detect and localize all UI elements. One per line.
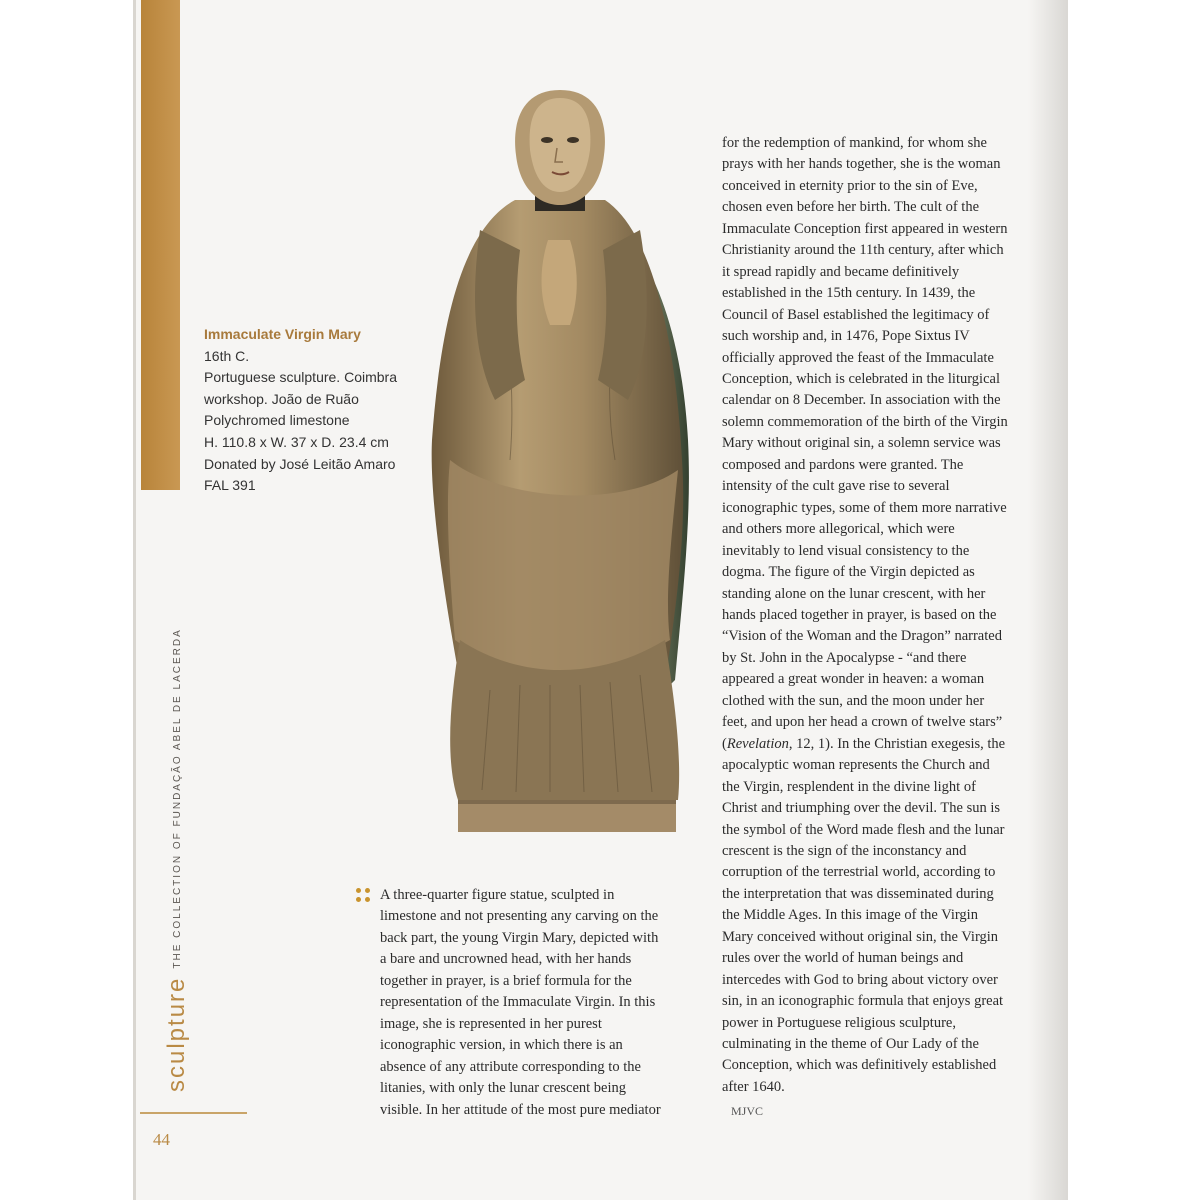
text-line: inevitably to lend visual consistency to the — [722, 542, 970, 559]
artwork-caption — [204, 324, 414, 497]
text-line: solemn commemoration of the birth of the Virgin — [722, 413, 1008, 430]
text-line: absence of any attribute corresponding to the — [380, 1058, 641, 1075]
text-line: Conception, which is celebrated in the liturgical — [722, 370, 1000, 387]
text-line: iconographic version, in which there is an — [380, 1037, 623, 1054]
text-line: “Vision of the Woman and the Dragon” narrated — [722, 628, 1002, 645]
text-line: culminating in the theme of Our Lady of the — [722, 1036, 979, 1053]
text-line: established in the 15th century. In 1439, the — [722, 285, 976, 302]
text-line: intercedes with God to bring about victory over — [722, 971, 998, 988]
text-line: dogma. The figure of the Virgin depicted as — [722, 564, 975, 581]
text-line: visible. In her attitude of the most pure mediator — [380, 1101, 661, 1118]
text-line: Mary conceived without original sin, the Virgin — [722, 928, 999, 945]
text-line: the Virgin, resplendent in the divine light of — [722, 778, 976, 795]
citation-rest: , 12, 1). In the Christian exegesis, the — [788, 735, 1006, 752]
text-line: conceived in eternity prior to the sin of Eve, — [722, 177, 978, 194]
text-line: intensity of the cult gave rise to several — [722, 478, 950, 495]
text-line: crescent is the sign of the inconstancy and — [722, 842, 967, 859]
text-line: after 1640. — [722, 1078, 785, 1095]
text-line: representation of the Immaculate Virgin. In this — [380, 994, 656, 1011]
text-line: calendar on 8 December. In association with the — [722, 392, 1001, 409]
text-line: appeared a great wonder in heaven: a woman — [722, 671, 985, 688]
text-line: A three-quarter figure statue, sculpted in — [380, 887, 615, 903]
section-running-head — [163, 628, 191, 1092]
statue-photo — [420, 80, 700, 840]
text-line: image, she is represented in her purest — [380, 1015, 602, 1032]
spine-edge — [133, 0, 136, 1200]
text-line: apocalyptic woman represents the Church and — [722, 757, 990, 774]
citation-line: (Revelation, 12, 1). In the Christian exegesis, the — [722, 735, 1006, 752]
text-line: back part, the young Virgin Mary, depicted with — [380, 929, 659, 946]
text-line: clothed with the sun, and the moon under her — [722, 692, 985, 709]
caption-workshop: workshop. João de Ruão — [204, 390, 359, 407]
text-line: rules over the world of human beings and — [722, 950, 964, 967]
caption-material: Polychromed limestone — [204, 412, 350, 429]
text-line: prays with her hands together, she is the woman — [722, 156, 1001, 173]
text-line: for the redemption of mankind, for whom she — [722, 135, 987, 151]
text-line: Council of Basel established the legitimacy of — [722, 306, 990, 323]
text-line: it spread rapidly and became definitively — [722, 263, 960, 280]
text-line: Christ and triumphing over the devil. The sun is — [722, 800, 1001, 817]
text-line: Conception, which was definitively established — [722, 1057, 997, 1074]
text-line: such worship and, in 1476, Pope Sixtus IV — [722, 328, 970, 345]
text-line: a bare and uncrowned head, with her hands — [380, 951, 632, 968]
text-line: power in Portuguese religious sculpture, — [722, 1014, 956, 1031]
caption-date: 16th C. — [204, 347, 250, 364]
accent-color-band — [141, 0, 180, 490]
text-line: limestone and not presenting any carving on the — [380, 908, 659, 925]
citation-title: Revelation — [726, 735, 789, 752]
caption-origin: Portuguese sculpture. Coimbra — [204, 369, 397, 386]
text-line: Immaculate Conception first appeared in western — [722, 220, 1008, 237]
text-line: litanies, with only the lunar crescent being — [380, 1080, 627, 1097]
body-text-left-column — [380, 885, 710, 1121]
four-dot-ornament-icon — [356, 888, 372, 904]
text-line: the interpretation that was disseminated during — [722, 885, 994, 902]
text-line: composed and pardons were granted. The — [722, 456, 964, 473]
page-number: 44 — [153, 1130, 170, 1149]
footer-rule — [140, 1112, 247, 1114]
caption-inventory: FAL 391 — [204, 477, 256, 494]
text-line: iconographic types, some of them more narrative — [722, 499, 1007, 516]
text-line: hands placed together in prayer, is based on the — [722, 606, 997, 623]
body-text-right-column — [722, 133, 1052, 1098]
text-line: and others more allegorical, which were — [722, 521, 955, 538]
caption-donor: Donated by José Leitão Amaro — [204, 455, 396, 472]
text-line: officially approved the feast of the Immaculate — [722, 349, 994, 366]
author-initials: MJVC — [731, 1104, 764, 1118]
text-line: corruption of the terrestrial world, according to — [722, 864, 996, 881]
text-line: the symbol of the Word made flesh and the lunar — [722, 821, 1005, 838]
text-line: feet, and upon her head a crown of twelve stars” — [722, 714, 1003, 731]
text-line: the Middle Ages. In this image of the Virgin — [722, 907, 978, 924]
artwork-title: Immaculate Virgin Mary — [204, 326, 361, 342]
text-line: Mary without original sin, a solemn service was — [722, 435, 1001, 452]
section-name: sculpture — [163, 976, 190, 1092]
text-line: chosen even before her birth. The cult of the — [722, 199, 980, 216]
text-line: Christianity around the 11th century, after which — [722, 242, 1004, 259]
text-line: together in prayer, is a brief formula for the — [380, 972, 632, 989]
text-line: by St. John in the Apocalypse - “and there — [722, 649, 967, 666]
text-line: sin, in an iconographic formula that enjoys great — [722, 993, 1004, 1010]
collection-name: THE COLLECTION OF FUNDAÇÃO ABEL DE LACERDA — [172, 628, 183, 969]
text-line: standing alone on the lunar crescent, with her — [722, 585, 986, 602]
caption-dimensions: H. 110.8 x W. 37 x D. 23.4 cm — [204, 433, 389, 450]
